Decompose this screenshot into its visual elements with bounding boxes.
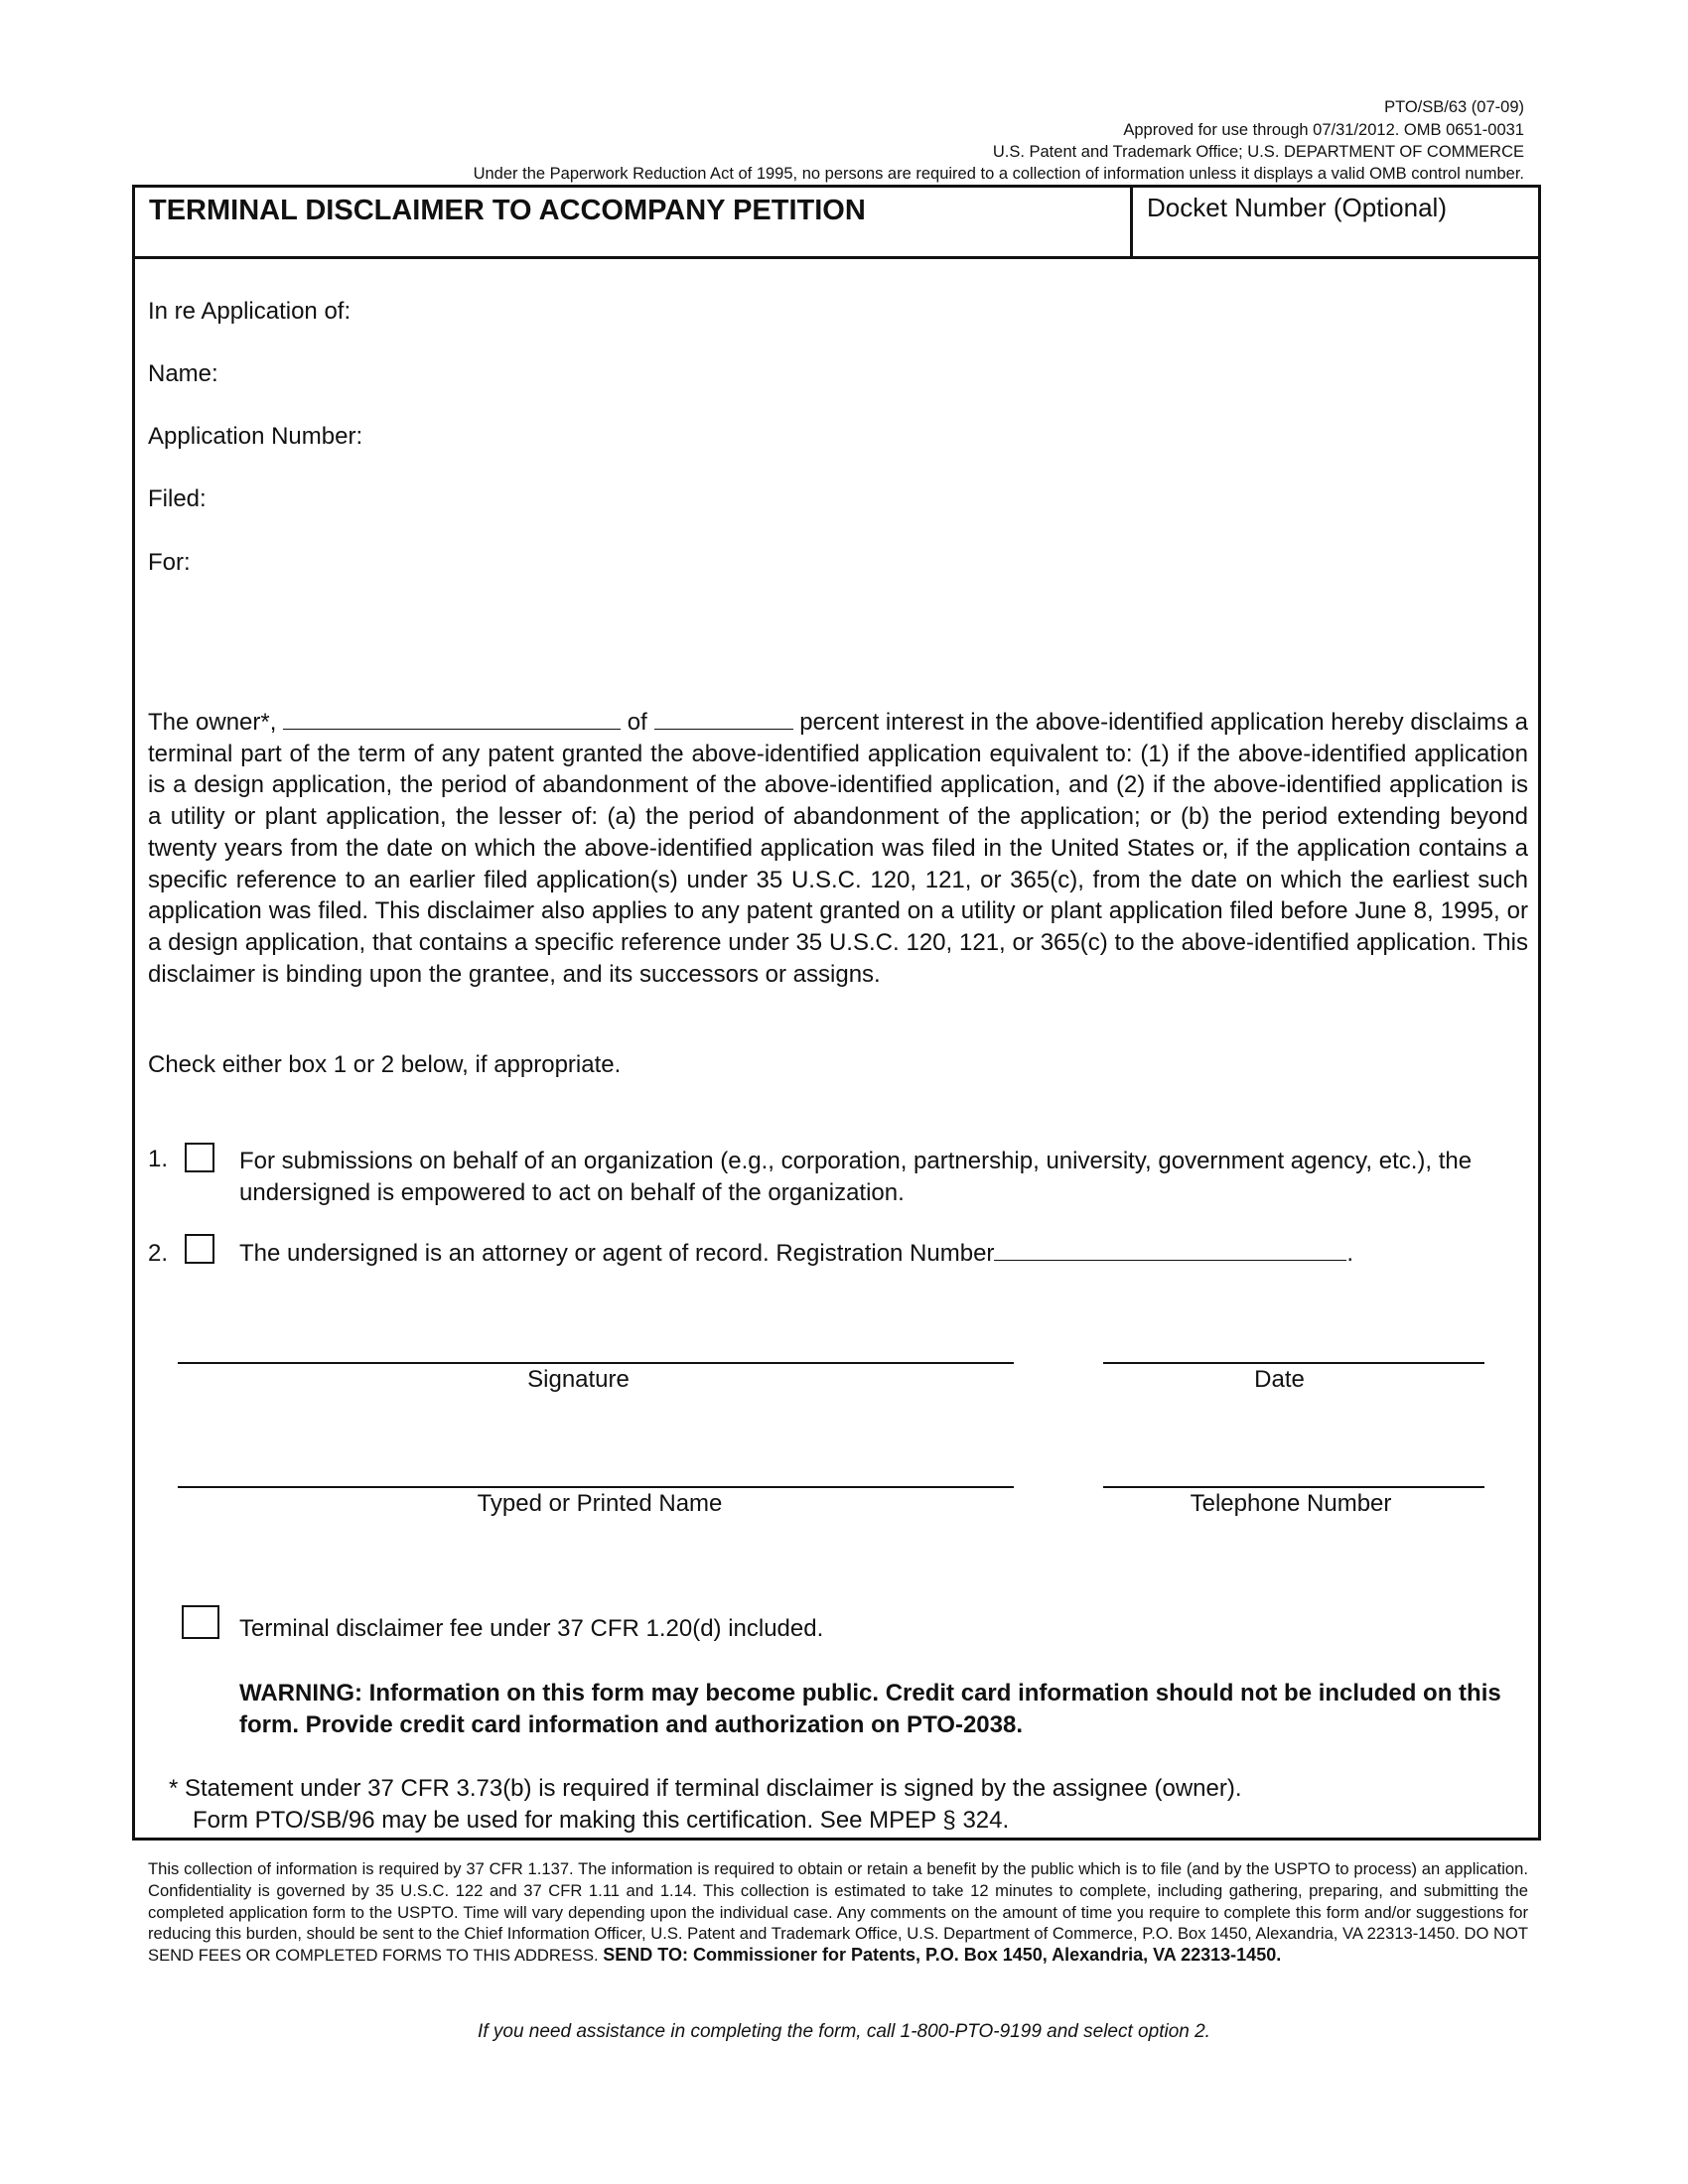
option2-number: 2. [148, 1240, 169, 1267]
typed-name-field[interactable] [178, 1486, 1014, 1488]
docket-number-label: Docket Number (Optional) [1147, 193, 1447, 222]
signature-field[interactable] [178, 1362, 1014, 1364]
filed-label: Filed: [148, 485, 207, 512]
fee-text: Terminal disclaimer fee under 37 CFR 1.20(d) included. [239, 1615, 824, 1642]
telephone-field[interactable] [1103, 1486, 1484, 1488]
assistance-note: If you need assistance in completing the form, call 1-800-PTO-9199 and select option 2. [478, 2021, 1210, 2042]
signature-label: Signature [527, 1366, 630, 1393]
statement-line1: * Statement under 37 CFR 3.73(b) is required if terminal disclaimer is signed by the assignee (owner). [169, 1775, 1242, 1802]
application-number-label: Application Number: [148, 423, 363, 450]
divider [1130, 185, 1133, 259]
burden-text: This collection of information is required by 37 CFR 1.137. The information is required to obtain or retain a benefit by the public which is to file (and by the USPTO to process) an application. Confidentiality is governed by 35 U.S.C. 122 and 37 CFR 1.11 and 1.14. This collection is estimated to take 12 minutes to complete, including gathering, preparing, and submitting the completed application form to the USPTO. Time will vary depending upon the individual case. Any comments on the amount of time you require to complete this form and/or suggestions for reducing this burden, should be sent to the Chief Information Officer, U.S. Patent and Trademark Office, U.S. Department of Commerce, P.O. Box 1450, Alexandria, VA 22313-1450. DO NOT SEND FEES OR COMPLETED FORMS TO THIS ADDRESS. [148, 1859, 1528, 1966]
registration-number-field[interactable] [994, 1240, 1346, 1261]
disclaimer-paragraph [148, 707, 1528, 990]
send-to: SEND TO: Commissioner for Patents, P.O. Box 1450, Alexandria, VA 22313-1450. [603, 1945, 1282, 1966]
telephone-label: Telephone Number [1190, 1490, 1392, 1517]
burden-statement [148, 1858, 1528, 1967]
option2-text: The undersigned is an attorney or agent of record. Registration Number [239, 1240, 995, 1267]
omb-approval: Approved for use through 07/31/2012. OMB 0651-0031 [1123, 121, 1524, 139]
name-label: Name: [148, 360, 218, 387]
check-instruction: Check either box 1 or 2 below, if appropriate. [148, 1051, 622, 1078]
option1-text: For submissions on behalf of an organization (e.g., corporation, partnership, university, government agency, etc.), the undersigned is empowered to act on behalf of the organization. [239, 1148, 1473, 1206]
owner-prefix: The owner*, [148, 709, 277, 736]
disclaimer-text: percent interest in the above-identified application hereby disclaims a terminal part of the term of any patent granted the above-identified application equivalent to: (1) if the above-identified application is a design application, the period of abandonment of the above-identified application, and (2) if the above-identified application is a utility or plant application, the lesser of: (a) the period of abandonment of the application; or (b) the period extending beyond twenty years from the date on which the above-identified application was filed in the United States or, if the application contains a specific reference to an earlier filed application(s) under 35 U.S.C. 120, 121, or 365(c), from the date on which the earliest such application was filed. This disclaimer also applies to any patent granted on a utility or plant application filed before June 8, 1995, or a design application, that contains a specific reference under 35 U.S.C. 120, 121, or 365(c) to the above-identified application. This disclaimer is binding upon the grantee, and its successors or assigns. [148, 709, 1529, 988]
fee-checkbox[interactable] [182, 1605, 219, 1639]
date-label: Date [1254, 1366, 1305, 1393]
agency: U.S. Patent and Trademark Office; U.S. DEPARTMENT OF COMMERCE [992, 143, 1524, 161]
option2-end: . [1346, 1240, 1354, 1267]
in-re-label: In re Application of: [148, 298, 352, 325]
option2-checkbox[interactable] [185, 1234, 214, 1264]
owner-of: of [627, 709, 647, 736]
option1-number: 1. [148, 1146, 169, 1172]
option2-row [239, 1240, 1353, 1268]
typed-name-label: Typed or Printed Name [477, 1490, 723, 1517]
owner-name-field[interactable] [283, 709, 621, 730]
for-label: For: [148, 549, 191, 576]
form-id: PTO/SB/63 (07-09) [1384, 98, 1524, 116]
statement-line2: Form PTO/SB/96 may be used for making this certification. See MPEP § 324. [193, 1807, 1010, 1834]
option1-checkbox[interactable] [185, 1143, 214, 1172]
paperwork-notice: Under the Paperwork Reduction Act of 1995, no persons are required to a collection of information unless it displays a valid OMB control number. [473, 165, 1524, 183]
form-title: TERMINAL DISCLAIMER TO ACCOMPANY PETITION [149, 195, 866, 226]
warning-text: WARNING: Information on this form may become public. Credit card information should not be included on this form. Provide credit card information and authorization on PTO-2038. [239, 1680, 1501, 1738]
date-field[interactable] [1103, 1362, 1484, 1364]
percent-interest-field[interactable] [654, 709, 793, 730]
